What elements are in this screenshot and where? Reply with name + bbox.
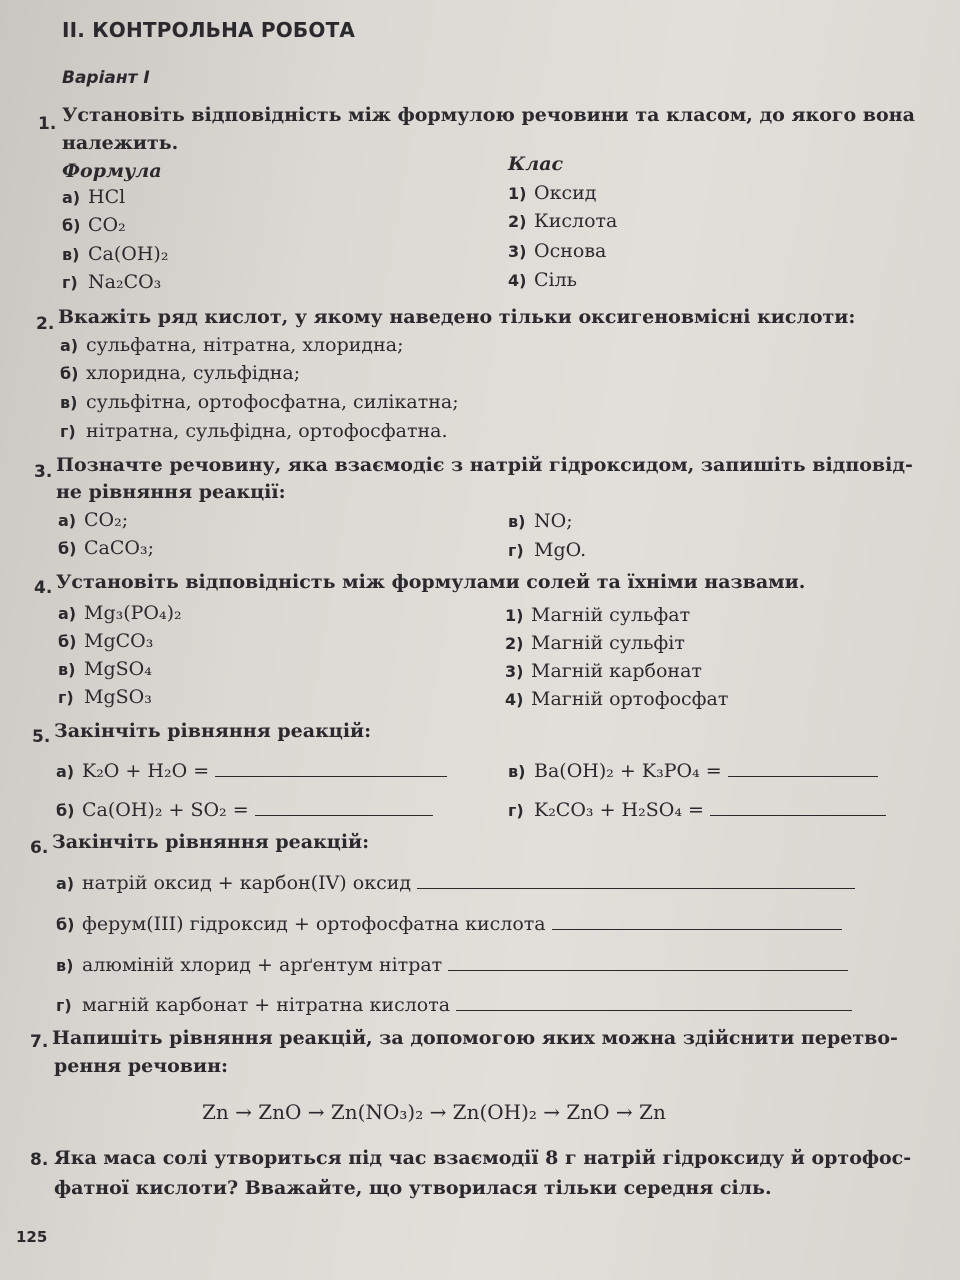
equation-item: г) K₂CO₃ + H₂SO₄ = [508,799,886,821]
list-item: а) CO₂; [58,509,129,531]
list-item: в) MgSO₄ [58,658,152,680]
list-item: а) сульфатна, нітратна, хлоридна; [60,334,404,356]
list-item: г) MgSO₃ [58,686,152,708]
list-item: г) MgO. [508,539,587,561]
column-header-class: Клас [508,153,564,175]
question-text: Установіть відповідність між формулами солей та їхніми назвами. [56,571,806,593]
equation-item: б) Ca(OH)₂ + SO₂ = [56,799,433,821]
question-number: 3. [34,462,53,482]
list-item: 1) Оксид [508,182,597,204]
question-number: 6. [30,838,49,858]
question-text: Вкажіть ряд кислот, у якому наведено тільки оксигеновмісні кислоти: [58,306,856,328]
list-item: а) HCl [62,186,126,208]
list-item: б) CO₂ [62,214,126,236]
answer-blank[interactable] [255,799,433,816]
formula: MgCO₃ [84,630,154,652]
answer-blank[interactable] [456,994,852,1011]
equation-item: в) алюміній хлорид + арґентум нітрат [56,954,848,976]
equation: K₂O + H₂O = [82,760,210,782]
page-title: II. КОНТРОЛЬНА РОБОТА [62,18,356,42]
question-number: 5. [32,727,51,747]
question-text: Яка маса солі утвориться під час взаємодії 8 г натрій гідроксиду й ортофос- [54,1147,912,1169]
list-item: б) MgCO₃ [58,630,154,652]
list-item: а) Mg₃(PO₄)₂ [58,602,182,624]
page-number: 125 [16,1228,48,1246]
question-text: Установіть відповідність між формулою речовини та класом, до якого вона [62,104,915,126]
equation: Ca(OH)₂ + SO₂ = [82,799,249,821]
answer-blank[interactable] [728,760,878,777]
equation-item: в) Ba(OH)₂ + K₃PO₄ = [508,760,878,782]
list-item: 4) Магній ортофосфат [505,688,729,710]
question-text-cont: належить. [62,132,179,154]
equation: Ba(OH)₂ + K₃PO₄ = [534,760,722,782]
equation-item: б) ферум(III) гідроксид + ортофосфатна кислота [56,913,842,935]
question-text: Напишіть рівняння реакцій, за допомогою яких можна здійснити перетво- [52,1027,898,1049]
question-text: Закінчіть рівняння реакцій: [54,720,372,742]
formula: MgSO₄ [84,658,152,680]
variant-label: Варіант І [62,68,150,88]
equation-item: а) K₂O + H₂O = [56,760,447,782]
answer-blank[interactable] [710,799,886,816]
equation-item: г) магній карбонат + нітратна кислота [56,994,852,1016]
list-item: в) сульфітна, ортофосфатна, силікатна; [60,391,459,413]
question-number: 2. [36,314,55,334]
list-item: г) Na₂CO₃ [62,271,162,293]
formula: Ca(OH)₂ [88,243,169,265]
list-item: б) хлоридна, сульфідна; [60,362,301,384]
formula: CO₂ [88,214,126,236]
answer-blank[interactable] [552,913,842,930]
question-text-cont: фатної кислоти? Вважайте, що утворилася тільки середня сіль. [54,1177,772,1199]
list-item: г) нітратна, сульфідна, ортофосфатна. [60,420,448,442]
list-item: 2) Магній сульфіт [505,632,685,654]
question-number: 7. [30,1032,49,1052]
question-text-cont: рення речовин: [54,1055,229,1077]
list-item: 2) Кислота [508,210,618,232]
list-item: в) NO; [508,510,573,532]
answer-blank[interactable] [417,872,855,889]
column-header-formula: Формула [62,160,162,182]
list-item: б) CaCO₃; [58,537,154,559]
question-text: Позначте речовину, яка взаємодіє з натрій гідроксидом, запишіть відповід- [56,454,913,476]
formula: Mg₃(PO₄)₂ [84,602,182,624]
equation-item: а) натрій оксид + карбон(IV) оксид [56,872,855,894]
question-number: 4. [34,578,53,598]
question-text: Закінчіть рівняння реакцій: [52,831,370,853]
list-item: в) Ca(OH)₂ [62,243,169,265]
question-number: 8. [30,1150,49,1170]
answer-blank[interactable] [448,954,848,971]
equation: K₂CO₃ + H₂SO₄ = [534,799,704,821]
list-item: 4) Сіль [508,269,578,291]
question-text-cont: не рівняння реакції: [56,481,286,503]
list-item: 3) Магній карбонат [505,660,702,682]
question-number: 1. [38,114,57,134]
transformation-scheme: Zn → ZnO → Zn(NO₃)₂ → Zn(OH)₂ → ZnO → Zn [202,1100,666,1124]
formula: HCl [88,186,126,208]
list-item: 1) Магній сульфат [505,604,691,626]
list-item: 3) Основа [508,240,607,262]
formula: Na₂CO₃ [88,271,162,293]
answer-blank[interactable] [215,760,447,777]
formula: MgSO₃ [84,686,152,708]
